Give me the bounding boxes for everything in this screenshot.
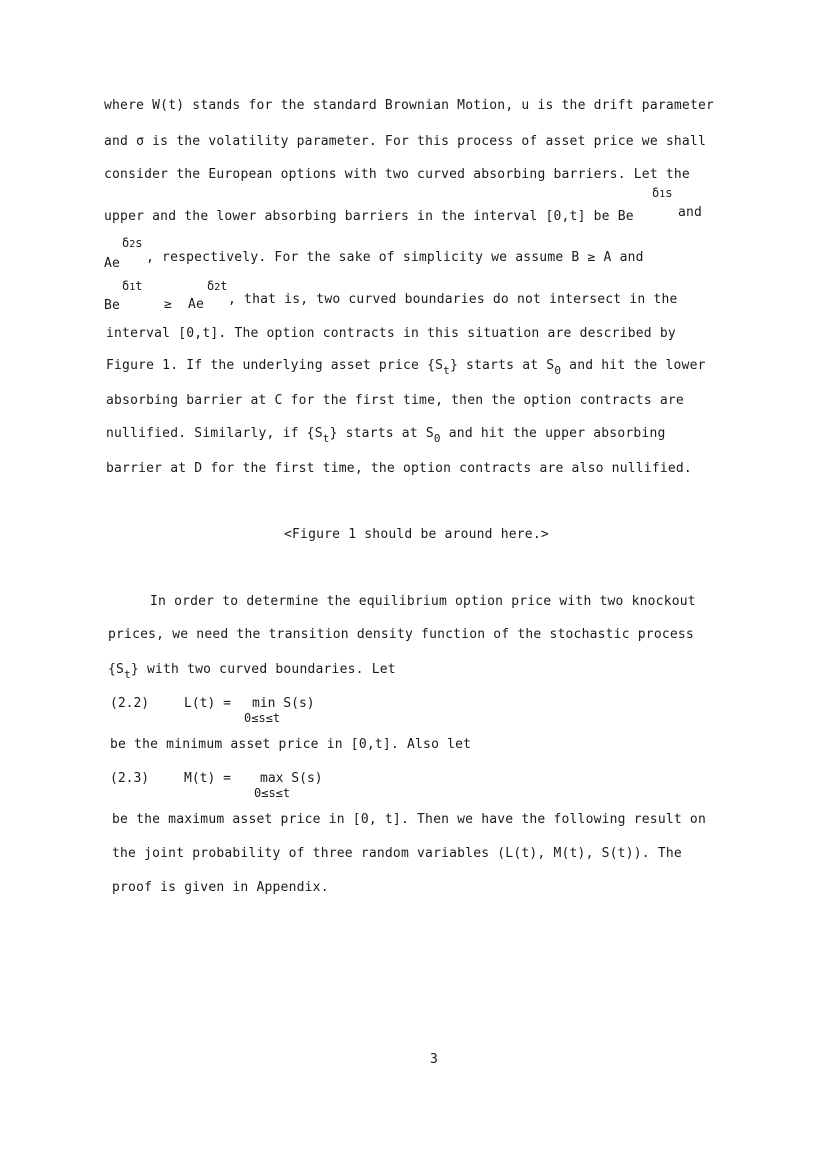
text-line-content: consider the European options with two curved absorbing barriers. Let the <box>104 167 690 182</box>
text-line <box>678 205 702 220</box>
equation-2-2-range <box>244 711 280 725</box>
delta-index: 1 <box>129 282 136 293</box>
text-line-content: , that is, two curved boundaries do not intersect in the <box>228 292 678 307</box>
text-line-content: and <box>678 205 703 220</box>
text-line-content: Ae <box>104 256 121 271</box>
delta-symbol: δ <box>207 279 215 293</box>
text-line-content: , respectively. For the sake of simplicity we assume B ≥ A and <box>146 250 644 265</box>
text-line <box>150 594 696 609</box>
text-line-content: and hit the lower <box>561 358 706 373</box>
equation-2-3-operator <box>260 771 323 786</box>
text-line <box>106 393 684 408</box>
text-line-content: the joint probability of three random variables (L(t), M(t), S(t)). The <box>112 846 682 861</box>
text-line <box>106 461 692 476</box>
text-line-content: Be <box>104 298 121 313</box>
subscript-t: t <box>322 432 330 445</box>
subscript-t: t <box>124 668 131 681</box>
text-line <box>108 627 694 642</box>
equation-2-2-lhs <box>184 696 231 711</box>
text-line <box>112 846 682 861</box>
delta-variable: s <box>665 186 673 200</box>
equation-range-text: 0≤s≤t <box>254 786 291 800</box>
text-line-content: absorbing barrier at C for the first time, then the option contracts are <box>106 393 684 408</box>
delta-variable: t <box>220 279 228 293</box>
superscript-delta1-t <box>122 279 143 293</box>
text-line-content: interval [0,t]. The option contracts in this situation are described by <box>106 326 676 341</box>
equation-number-text: (2.3) <box>110 771 150 786</box>
delta-index: 1 <box>659 189 666 200</box>
text-line <box>104 98 734 113</box>
figure-placeholder-text: <Figure 1 should be around here.> <box>284 527 549 542</box>
text-line <box>108 662 396 681</box>
equation-2-3-range <box>254 786 290 800</box>
text-line <box>112 812 706 827</box>
text-line <box>106 326 676 341</box>
text-line-content: {S <box>108 662 125 677</box>
text-line-content: where W(t) stands for the standard Brownian Motion, u is the drift parameter <box>104 98 715 113</box>
superscript-delta2-t <box>207 279 228 293</box>
delta-symbol: δ <box>122 236 130 250</box>
superscript-delta2-s <box>122 236 143 250</box>
subscript-t: t <box>443 364 450 377</box>
equation-number-2-3 <box>110 771 149 786</box>
delta-index: 2 <box>214 282 221 293</box>
text-line-content: proof is given in Appendix. <box>112 880 329 895</box>
text-line <box>104 298 120 313</box>
text-line-content: and hit the upper absorbing <box>440 426 666 441</box>
text-line-content: } with two curved boundaries. Let <box>130 662 396 677</box>
superscript-delta1-s <box>652 186 673 200</box>
text-line-content: Figure 1. If the underlying asset price {S <box>106 358 444 373</box>
text-line <box>104 134 706 149</box>
text-line <box>104 256 120 271</box>
equation-number-text: (2.2) <box>110 696 150 711</box>
text-line-content: be the minimum asset price in [0,t]. Also let <box>110 737 472 752</box>
text-line <box>106 426 666 445</box>
text-line-content: In order to determine the equilibrium option price with two knockout <box>150 594 696 609</box>
text-line-content: upper and the lower absorbing barriers in the interval [0,t] be Be <box>104 209 634 224</box>
text-line-content: and σ is the volatility parameter. For this process of asset price we shall <box>104 134 706 149</box>
text-line <box>146 250 644 265</box>
delta-symbol: δ <box>652 186 660 200</box>
equation-operator-text: max S(s) <box>260 771 323 786</box>
text-line-content: be the maximum asset price in [0, t]. Then we have the following result on <box>112 812 706 827</box>
delta-symbol: δ <box>122 279 130 293</box>
text-line <box>228 292 678 307</box>
equation-lhs-text: L(t) = <box>184 696 231 711</box>
equation-operator-text: min S(s) <box>252 696 315 711</box>
text-line <box>112 880 329 895</box>
text-line-content: ≥ <box>164 297 173 312</box>
text-line <box>164 297 172 312</box>
text-line <box>106 358 706 377</box>
subscript-0: 0 <box>433 432 441 445</box>
text-line <box>188 297 204 312</box>
equation-range-text: 0≤s≤t <box>244 711 281 725</box>
page-number <box>430 1052 438 1067</box>
text-line-content: nullified. Similarly, if {S <box>106 426 323 441</box>
text-line-content: } starts at S <box>449 358 555 373</box>
equation-lhs-text: M(t) = <box>184 771 231 786</box>
figure-placeholder <box>284 527 549 542</box>
equation-2-3-lhs <box>184 771 231 786</box>
equation-number-2-2 <box>110 696 149 711</box>
text-line-content: barrier at D for the first time, the option contracts are also nullified. <box>106 461 692 476</box>
text-line <box>104 167 690 182</box>
delta-variable: t <box>135 279 143 293</box>
text-line-content: } starts at S <box>329 426 434 441</box>
delta-variable: s <box>135 236 143 250</box>
text-line-content: Ae <box>188 297 205 312</box>
page-number-text: 3 <box>430 1052 438 1067</box>
text-line <box>110 737 471 752</box>
text-line-content: prices, we need the transition density function of the stochastic process <box>108 627 694 642</box>
equation-2-2-operator <box>252 696 315 711</box>
text-line <box>104 209 634 224</box>
delta-index: 2 <box>129 239 136 250</box>
subscript-0: 0 <box>554 364 562 377</box>
